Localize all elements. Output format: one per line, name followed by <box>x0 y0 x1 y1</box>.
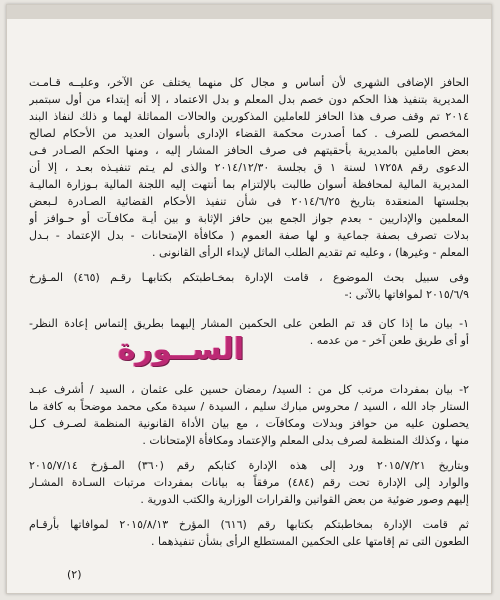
text-line: بجلستها المنعقدة بتاريخ ٢٠١٤/٦/٢٥ فى شأن تنفيذ الأحكام القضائية الصـادرة لـبعض <box>29 195 469 208</box>
text-line: ثم قامت الإدارة بمخاطبتكم بكتابها رقم (٦١٦) المؤرخ ٢٠١٥/٨/١٣ لموافاتها بأرقـام <box>29 518 469 531</box>
text-line: منها ، وكذلك المنظمة لصرف بدلى المعلم والإعتماد ومكافأة الإمتحانات . <box>142 434 469 447</box>
text-line: الطعون التى تم إقامتها على الحكمين المستطلع الرأى بشأن تنفيذهما . <box>151 535 469 548</box>
document-page <box>6 4 492 594</box>
text-line: ١- بيان ما إذا كان قد تم الطعن على الحكمين المشار إليهما بطريق إلتماس إعادة النظر- <box>29 317 469 330</box>
text-line: وبتاريخ ٢٠١٥/٧/٢١ ورد إلى هذه الإدارة كتابكم رقم (٣٦٠) المـؤرخ ٢٠١٥/٧/١٤ <box>29 459 469 472</box>
text-line: ٢٠١٤ تم وقف صرف هذا الحافز للعاملين المذكورين والحالات المماثلة لهما و ذلك لنفاذ البند <box>29 110 469 123</box>
text-line: يحصلون عليه من حوافز وبدلات ومكافآت ، مع بيان الأداة القانونية المنظمة لصـرف كـل <box>29 417 469 430</box>
text-line: بدلات تصرف بصفة جماعية و لها صفة العموم ( مكافأة الإمتحانات - بدل الإعتماد - بـدل <box>29 229 469 242</box>
text-line: المديرية المالية لمحافظة أسوان طالبت بالإلتزام بما أنتهت إليه اللجنة المالية بـوزارة الماليـة <box>29 178 469 191</box>
text-line: بعض العاملين بالمديرية بأحقيتهم فى صرف الحافز المشار إليه ، ومنها الحكم الصـادر فـى <box>29 144 469 157</box>
text-line: الحافز الإضافى الشهرى لأن أساس و مجال كل منهما يختلف عن الآخر، وعليــه قـامـت <box>29 76 469 89</box>
page-number: (٢) <box>67 568 82 581</box>
text-line: أو أى طريق طعن آخر - من عدمه . <box>309 334 469 347</box>
text-line: الدعوى رقم ١٧٢٥٨ لسنة ١ ق بجلسة ٢٠١٤/١٢/٣٠ والذى لم يـتم تنفيـذه بعـد ، إلا أن <box>29 161 469 174</box>
text-line: والوارد إلى الإدارة تحت رقم (٤٨٤) مرفقاً به بيانات بمفردات مرتبات السـادة المشـار <box>29 476 469 489</box>
scan-top-edge <box>7 5 491 19</box>
text-line: المديرية بتنفيذ هذا الحكم دون خصم بدل المعلم و بدل الاعتماد ، إلا أنه إبتداء من أول سبتمبر <box>29 93 469 106</box>
text-line: المعلم - وغيرها) ، وعليه تم تقديم الطلب الماثل لإبداء الرأى القانونى . <box>152 246 469 259</box>
text-line: ٢٠١٥/٦/٩ لموافاتها بالآتى :- <box>344 288 469 301</box>
text-line: ٢- بيان بمفردات مرتب كل من : السيد/ رمضان حسين على عثمان ، السيد / أشرف عبـد <box>29 383 469 396</box>
newspaper-watermark-logo: الســورة <box>117 331 245 367</box>
text-line: المخصص للصرف . كما أصدرت محكمة القضاء الإدارى بأسوان العديد من الأحكام لصالح <box>29 127 469 140</box>
text-line: وفى سبيل بحث الموضوع ، قامت الإدارة بمخـاطبتكم بكتابهـا رقـم (٤٦٥) المـؤرخ <box>29 271 469 284</box>
text-line: إليهم وصور ضوئية من بعض القوانين والقرارات الوزارية والكتب الدورية . <box>140 493 469 506</box>
text-line: المعلمين والإداريين - بعدم جواز الجمع بين حافز الإثابة و بين أيـة مكافـآت أو حـوافز أو <box>29 212 469 225</box>
text-line: الستار جاد الله ، السيد / محروس مبارك سليم ، السيدة / سيدة مكى محمد موضحاً به كافة ما <box>29 400 469 413</box>
